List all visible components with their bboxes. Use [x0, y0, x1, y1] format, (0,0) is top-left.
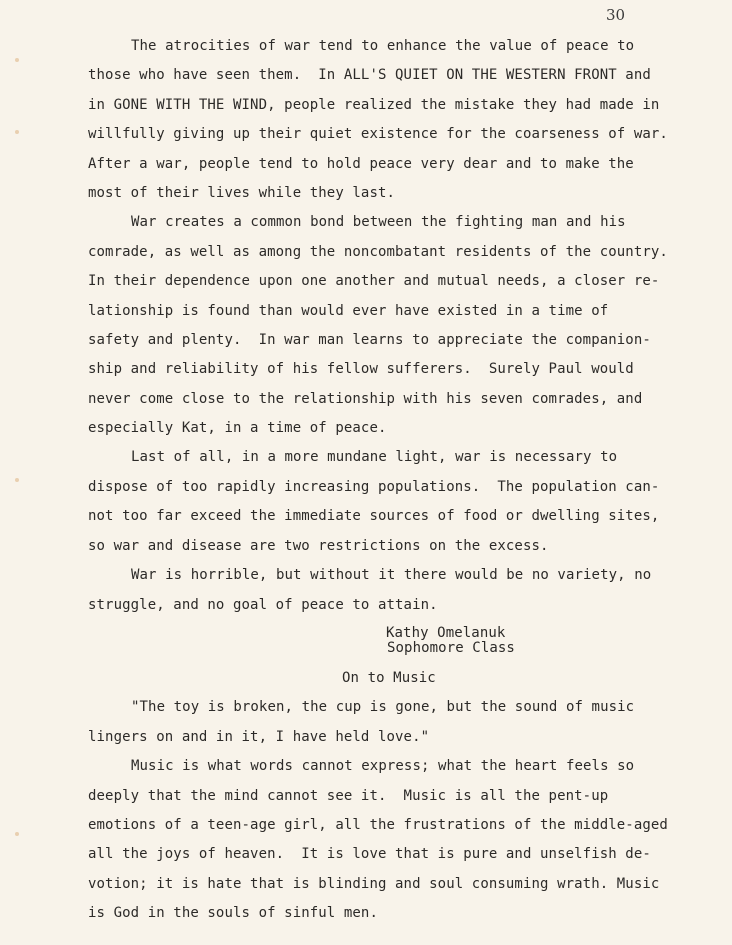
essay1-p3-line2: dispose of too rapidly increasing populations. The population can-	[88, 479, 660, 495]
margin-mark	[15, 478, 19, 482]
page-number: 30	[606, 6, 626, 24]
essay1-p2-line7: never come close to the relationship with his seven comrades, and	[88, 391, 643, 407]
essay1-p4-line1: War is horrible, but without it there would be no variety, no	[131, 567, 652, 583]
essay1-p1-line6: most of their lives while they last.	[88, 185, 396, 201]
author-name: Kathy Omelanuk	[386, 625, 506, 641]
essay1-p1-line3: in GONE WITH THE WIND, people realized the mistake they had made in	[88, 97, 660, 113]
margin-mark	[15, 58, 19, 62]
margin-mark	[15, 832, 19, 836]
margin-mark	[15, 130, 19, 134]
essay1-p3-line3: not too far exceed the immediate sources of food or dwelling sites,	[88, 508, 660, 524]
essay2-title: On to Music	[342, 670, 436, 686]
essay1-p1-line2: those who have seen them. In ALL'S QUIET ON THE WESTERN FRONT and	[88, 67, 651, 83]
essay2-p1-line1: "The toy is broken, the cup is gone, but the sound of music	[131, 699, 635, 715]
essay1-p2-line8: especially Kat, in a time of peace.	[88, 420, 387, 436]
essay2-p2-line5: votion; it is hate that is blinding and soul consuming wrath. Music	[88, 876, 660, 892]
author-class: Sophomore Class	[387, 640, 515, 656]
essay2-p2-line1: Music is what words cannot express; what the heart feels so	[131, 758, 635, 774]
essay1-p1-line5: After a war, people tend to hold peace very dear and to make the	[88, 156, 634, 172]
essay2-p1-line2: lingers on and in it, I have held love."	[88, 729, 430, 745]
essay2-p2-line4: all the joys of heaven. It is love that is pure and unselfish de-	[88, 846, 651, 862]
essay1-p4-line2: struggle, and no goal of peace to attain.	[88, 597, 438, 613]
essay2-p2-line6: is God in the souls of sinful men.	[88, 905, 378, 921]
essay1-p2-line3: In their dependence upon one another and mutual needs, a closer re-	[88, 273, 660, 289]
essay1-p2-line2: comrade, as well as among the noncombatant residents of the country.	[88, 244, 668, 260]
essay1-p2-line6: ship and reliability of his fellow sufferers. Surely Paul would	[88, 361, 634, 377]
essay1-p1-line4: willfully giving up their quiet existence for the coarseness of war.	[88, 126, 668, 142]
essay2-p2-line2: deeply that the mind cannot see it. Music is all the pent-up	[88, 788, 609, 804]
essay1-p3-line1: Last of all, in a more mundane light, war is necessary to	[131, 449, 618, 465]
essay1-p2-line4: lationship is found than would ever have existed in a time of	[88, 303, 609, 319]
essay1-p1-line1: The atrocities of war tend to enhance the value of peace to	[131, 38, 635, 54]
essay1-p2-line5: safety and plenty. In war man learns to appreciate the companion-	[88, 332, 651, 348]
essay1-p2-line1: War creates a common bond between the fighting man and his	[131, 214, 626, 230]
essay1-p3-line4: so war and disease are two restrictions on the excess.	[88, 538, 549, 554]
essay2-p2-line3: emotions of a teen-age girl, all the frustrations of the middle-aged	[88, 817, 668, 833]
